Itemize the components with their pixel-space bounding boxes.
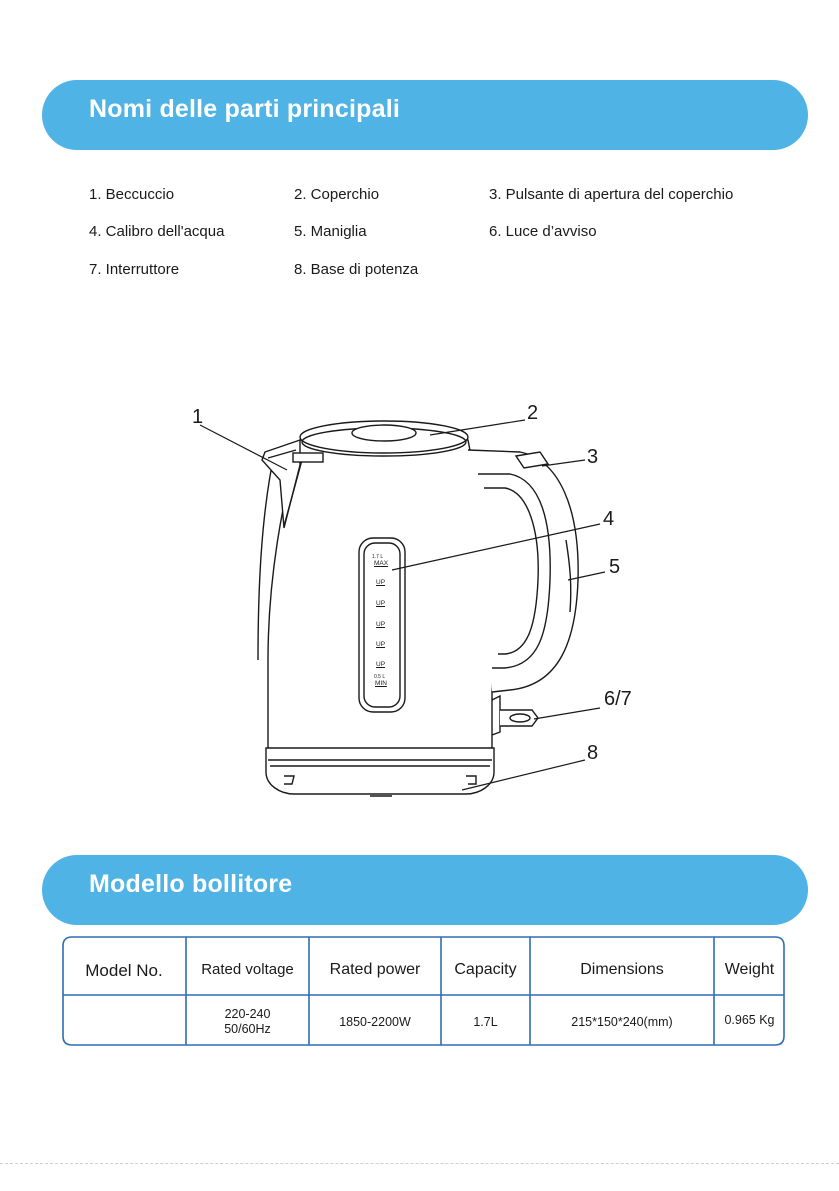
part-1: 1. Beccuccio — [89, 186, 175, 203]
kettle-diagram — [0, 380, 839, 820]
callout-5: 5 — [609, 556, 621, 578]
part-2: 2. Coperchio — [294, 186, 380, 203]
callout-4: 4 — [603, 508, 615, 530]
parts-section-title: Nomi delle parti principali — [89, 95, 401, 123]
header-dimensions: Dimensions — [580, 961, 664, 978]
gauge-min-label: MIN — [375, 680, 387, 687]
value-voltage-frequency: 50/60Hz — [224, 1022, 271, 1036]
header-rated-power: Rated power — [329, 961, 421, 978]
value-capacity: 1.7L — [473, 1015, 498, 1029]
page-bottom-rule — [0, 1163, 839, 1164]
parts-section-banner — [42, 80, 808, 150]
gauge-top-capacity: 1.7 L — [372, 554, 384, 560]
part-7: 7. Interruttore — [89, 261, 180, 278]
callout-8: 8 — [587, 742, 599, 764]
gauge-bottom-capacity: 0.5 L — [374, 674, 386, 680]
gauge-mark-4: UP — [376, 641, 386, 648]
value-dimensions: 215*150*240(mm) — [571, 1015, 673, 1029]
spec-table — [62, 936, 785, 1046]
header-capacity: Capacity — [454, 961, 517, 978]
callout-6-7: 6/7 — [604, 688, 632, 710]
callout-3: 3 — [587, 446, 599, 468]
gauge-max-label: MAX — [374, 560, 389, 567]
value-weight: 0.965 Kg — [724, 1013, 775, 1027]
value-voltage-range: 220-240 — [224, 1007, 271, 1021]
header-model-no: Model No. — [85, 961, 163, 980]
value-rated-power: 1850-2200W — [339, 1015, 411, 1029]
part-4: 4. Calibro dell'acqua — [89, 223, 225, 240]
gauge-mark-5: UP — [376, 661, 386, 668]
model-section-banner — [42, 855, 808, 925]
kettle-illustration — [0, 380, 839, 820]
part-5: 5. Maniglia — [294, 223, 367, 240]
callout-1: 1 — [192, 406, 204, 428]
gauge-mark-2: UP — [376, 600, 386, 607]
gauge-mark-1: UP — [376, 579, 386, 586]
gauge-mark-3: UP — [376, 621, 386, 628]
model-section-title: Modello bollitore — [89, 870, 293, 898]
part-8: 8. Base di potenza — [294, 261, 419, 278]
callout-2: 2 — [527, 402, 539, 424]
part-6: 6. Luce d’avviso — [489, 223, 597, 240]
part-3: 3. Pulsante di apertura del coperchio — [489, 186, 734, 203]
header-weight: Weight — [724, 961, 775, 978]
header-rated-voltage: Rated voltage — [201, 961, 294, 978]
